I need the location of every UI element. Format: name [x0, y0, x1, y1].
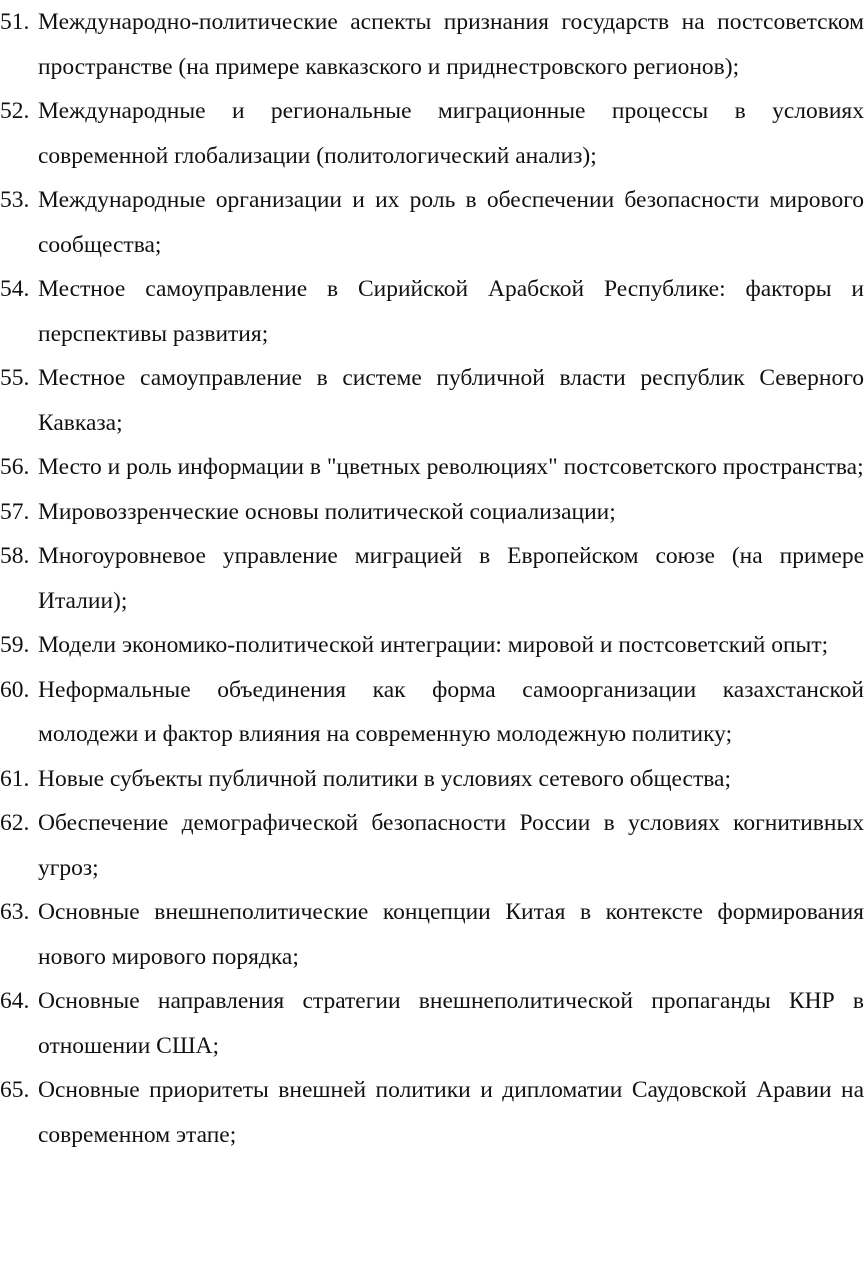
- item-text: Международно-политические аспекты признания государств на постсоветском пространстве (на примере кавказского и приднестровского регионов);: [38, 9, 864, 80]
- item-text: Мировоззренческие основы политической социализации;: [38, 498, 616, 525]
- list-item: [0, 0, 864, 89]
- item-text: Местное самоуправление в системе публичной власти республик Северного Кавказа;: [38, 365, 864, 436]
- list-item: [0, 623, 864, 668]
- list-item: [0, 267, 864, 356]
- item-number: 57.: [0, 498, 30, 525]
- list-item: [0, 490, 864, 535]
- list-item: [0, 979, 864, 1068]
- item-number: 54.: [0, 276, 30, 302]
- item-text: Местное самоуправление в Сирийской Арабской Республике: факторы и перспективы развития;: [38, 276, 864, 347]
- item-text: Основные направления стратегии внешнеполитической пропаганды КНР в отношении США;: [38, 988, 864, 1059]
- item-number: 59.: [0, 632, 30, 658]
- list-item: [0, 356, 864, 445]
- item-number: 60.: [0, 676, 30, 703]
- list-item: [0, 1068, 864, 1157]
- item-number: 64.: [0, 988, 30, 1014]
- list-item: [0, 890, 864, 979]
- item-text: Новые субъекты публичной политики в условиях сетевого общества;: [38, 765, 731, 792]
- list-item: [0, 757, 864, 802]
- item-number: 53.: [0, 187, 30, 213]
- item-text: Обеспечение демографической безопасности России в условиях когнитивных угроз;: [38, 810, 864, 881]
- list-item: [0, 668, 864, 757]
- item-text: Основные внешнеполитические концепции Китая в контексте формирования нового мирового порядка;: [38, 899, 864, 970]
- list-item: [0, 534, 864, 623]
- item-text: Основные приоритеты внешней политики и дипломатии Саудовской Аравии на современном этапе;: [38, 1077, 864, 1148]
- item-number: 62.: [0, 810, 30, 836]
- list-item: [0, 801, 864, 890]
- item-text: Международные и региональные миграционные процессы в условиях современной глобализации (политологический анализ);: [38, 98, 864, 169]
- item-number: 55.: [0, 365, 30, 391]
- item-text: Многоуровневое управление миграцией в Европейском союзе (на примере Италии);: [38, 543, 864, 614]
- item-number: 65.: [0, 1077, 30, 1103]
- item-number: 51.: [0, 9, 30, 35]
- item-number: 63.: [0, 899, 30, 925]
- list-item: [0, 89, 864, 178]
- item-text: Модели экономико-политической интеграции: мировой и постсоветский опыт;: [38, 632, 829, 658]
- item-text: Международные организации и их роль в обеспечении безопасности мирового сообщества;: [38, 187, 864, 258]
- list-item: [0, 445, 864, 490]
- item-number: 56.: [0, 454, 30, 480]
- list-item: [0, 178, 864, 267]
- item-text: Место и роль информации в "цветных революциях" постсоветского пространства;: [38, 454, 864, 480]
- item-text: Неформальные объединения как форма самоорганизации казахстанской молодежи и фактор влияния на современную молодежную политику;: [38, 676, 864, 747]
- item-number: 52.: [0, 98, 30, 124]
- item-number: 61.: [0, 765, 30, 792]
- item-number: 58.: [0, 543, 30, 569]
